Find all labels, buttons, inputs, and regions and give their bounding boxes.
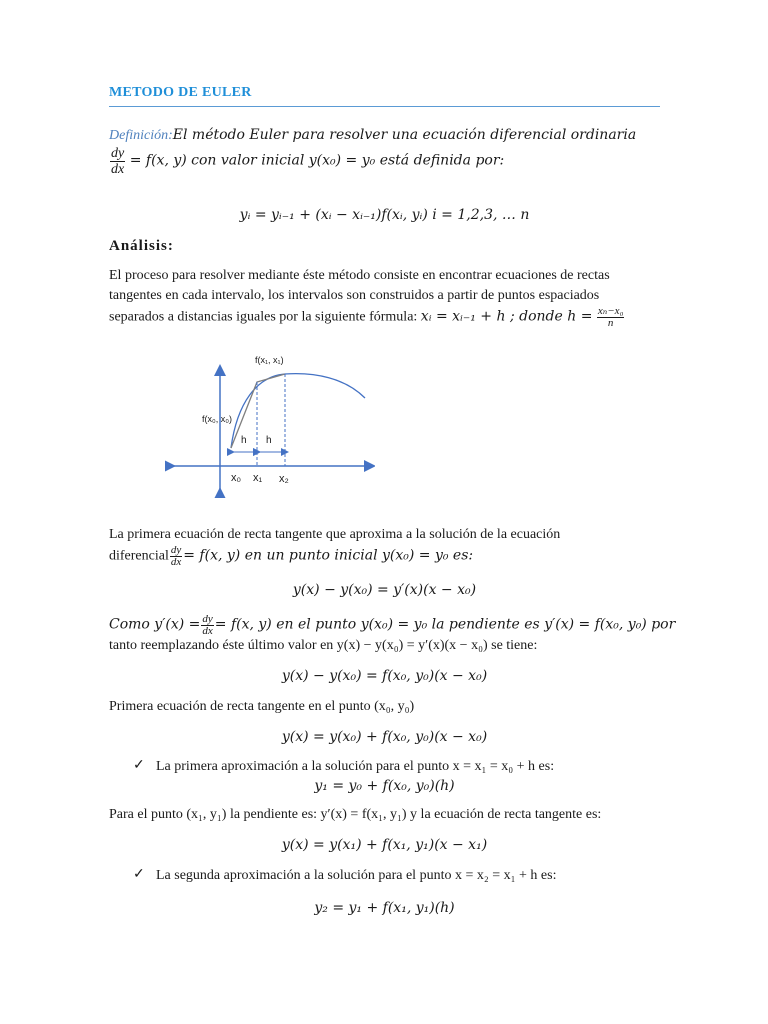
definition-text: El método Euler para resolver una ecuación diferencial ordinaria <box>172 127 637 143</box>
para-punto: Para el punto (x₁, y₁) la pendiente es: y′(x) = f(x₁, y₁) y la ecuación de recta tangente es: <box>109 807 602 822</box>
equation-1: y(x) − y(x₀) = y′(x)(x − x₀) <box>292 582 477 598</box>
como-a: Como y′(x) = <box>109 616 201 633</box>
tangent-line-2-a: diferencial <box>109 548 169 564</box>
heading-rule <box>109 106 660 107</box>
label-h2: h <box>266 435 272 446</box>
definition-label: Definición: <box>109 128 173 143</box>
como-b: = f(x, y) en el punto y(x₀) = y₀ la pendiente es y′(x) = f(x₀, y₀) por <box>214 616 676 633</box>
definition-text-2: = f(x, y) con valor inicial y(x₀) = y₀ está definida por: <box>129 152 505 169</box>
como-line-2: tanto reemplazando éste último valor en y(x) − y(x₀) = y′(x)(x − x₀) se tiene: <box>109 638 538 653</box>
definition-line-1 <box>109 125 660 146</box>
analysis-line-2: tangentes en cada intervalo, los intervalos son construidos a partir de puntos espaciados <box>109 288 600 303</box>
label-x0: x₀ <box>231 472 242 484</box>
check2-text: La segunda aproximación a la solución para el punto x = x₂ = x₁ + h es: <box>156 868 557 883</box>
check1-text: La primera aproximación a la solución para el punto x = x₁ = x₀ + h es: <box>156 759 555 774</box>
dy-dx-fraction: $\frac{dy}{dx}$ <box>111 146 125 177</box>
definition-line-2 <box>109 146 660 177</box>
label-fx0: f(x₀, x₀) <box>202 414 232 424</box>
check1-formula: y₁ = y₀ + f(x₀, y₀)(h) <box>314 778 455 794</box>
h-fraction: $\frac{\text{xₙ−x₀}}{n}$ <box>597 305 624 329</box>
euler-diagram <box>165 348 375 498</box>
tangent-line-1: La primera ecuación de recta tangente que aproxima a la solución de la ecuación <box>109 527 561 542</box>
tangent-line-2 <box>109 545 660 568</box>
checkmark-1: ✓ <box>133 758 145 773</box>
dy-dx-fraction-2: $\frac{dy}{dx}$ <box>170 544 182 568</box>
analysis-title: Análisis: <box>109 238 174 254</box>
analysis-line-3 <box>109 306 660 329</box>
analysis-line-3-text: separados a distancias iguales por la siguiente fórmula: <box>109 309 418 325</box>
solution-curve <box>231 374 365 448</box>
page-heading: METODO DE EULER <box>109 85 252 100</box>
analysis-line-3-math: xᵢ = xᵢ₋₁ + h ; donde h = <box>420 308 593 325</box>
euler-formula: yᵢ = yᵢ₋₁ + (xᵢ − xᵢ₋₁)f(xᵢ, yᵢ) i = 1,2,3, … n <box>239 207 530 223</box>
equation-2: y(x) − y(x₀) = f(x₀, y₀)(x − x₀) <box>281 668 488 684</box>
check2-formula: y₂ = y₁ + f(x₁, y₁)(h) <box>314 900 455 916</box>
primera-ecuacion-text: Primera ecuación de recta tangente en el punto (x₀, y₀) <box>109 699 415 714</box>
checkmark-2: ✓ <box>133 867 145 882</box>
label-fx1: f(x₁, x₁) <box>255 355 284 365</box>
equation-4: y(x) = y(x₁) + f(x₁, y₁)(x − x₁) <box>281 837 488 853</box>
label-x2: x₂ <box>279 473 289 485</box>
tangent-line-2-b: = f(x, y) en un punto inicial y(x₀) = y₀ es: <box>183 547 474 564</box>
label-x1: x₁ <box>253 472 263 484</box>
como-line-1 <box>109 613 676 637</box>
label-h1: h <box>241 435 247 446</box>
analysis-line-1: El proceso para resolver mediante éste método consiste en encontrar ecuaciones de rectas <box>109 268 610 283</box>
dy-dx-fraction-3: $\frac{dy}{dx}$ <box>202 613 213 637</box>
equation-3: y(x) = y(x₀) + f(x₀, y₀)(x − x₀) <box>281 729 488 745</box>
